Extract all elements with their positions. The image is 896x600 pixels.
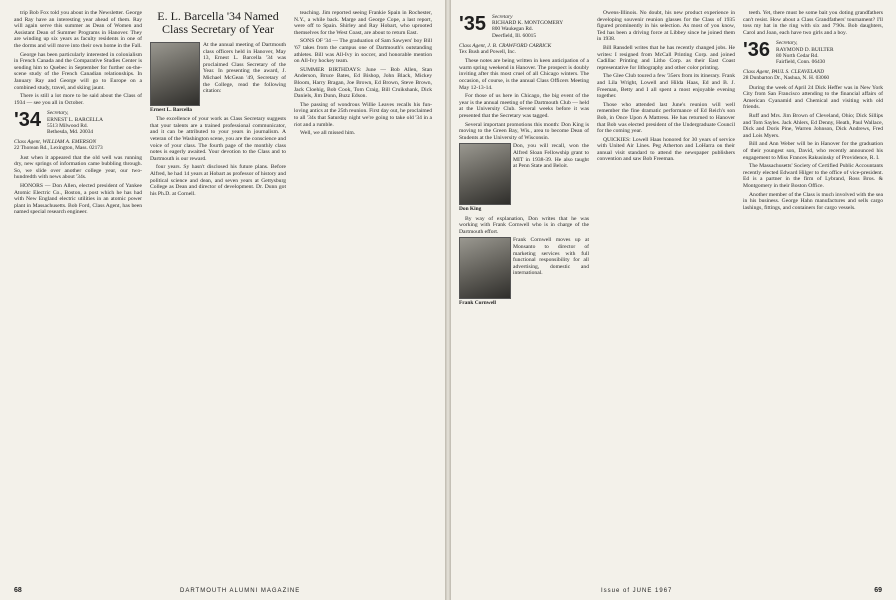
paragraph: These notes are being written in keen anticipation of a warm spring weekend in Hanover. The prospect is doubly inviting after this most cruel of all Chicago winters. The occasion, of course, is the annual Class Officers Meeting May 12-13-14. (459, 58, 589, 91)
paragraph: Bill Ransdell writes that he has recently changed jobs. He writes: I resigned from McCall Printing Corp. and joined Cadillac Printing and Litho Corp. as their East Coast representative for lithography and other color printing. (597, 44, 735, 71)
secretary-label: Secretary, (776, 40, 798, 47)
secretary-name: ERNEST L. BARCELLA (47, 116, 104, 123)
paragraph: Owens-Illinois. No doubt, his new product experience in developing souvenir reunion glasses for the Class of 1935 figured prominently in his selection. As most of you know, Ted has been a driving force at Libbey since he joined them in 1938. (597, 10, 735, 43)
right-page (451, 0, 896, 600)
class-agent-address: Tex Bush and Powell, Inc. (459, 49, 516, 56)
citation: The excellence of your work as Class Secretary suggests that your talents are a trained professional communicator, and it can be attributed to your years in journalism. A veteran of the Washington scene, you are the conscience and voice of your class. The fourth page of the monthly class notes is eagerly awaited. Your devotion to the Class and to Dartmouth is our reward. (150, 116, 286, 162)
right-column-1 (459, 10, 589, 585)
story-title: E. L. Barcella '34 Named Class Secretary of Year (157, 10, 279, 36)
class-header-35 (459, 14, 589, 39)
class-year: '35 (459, 13, 487, 35)
secretary-address: Bethesda, Md. 20034 (47, 128, 94, 135)
class-agent: Class Agent, PAUL S. CLEAVELAND (743, 69, 825, 76)
class-agent: Class Agent, J. B. CRAWFORD CARRICK (459, 42, 552, 49)
page-number: 68 (14, 587, 22, 594)
left-column-2 (150, 10, 286, 585)
portrait-photo (459, 237, 511, 299)
paragraph: four years. Sy hasn't disclosed his future plans. Before Alfred, he had 14 years at Hobart as professor of history and political science and dean, and seven years at Gettysburg College as Dean and director of development. Dr. Dunn got his Ph.D. at Cornell. (150, 164, 286, 197)
paragraph: teeth. Yet, there must be some bait you doting grandfathers can't resist. How about a Class Grandfathers' tournament? I'll toss my hat in the ring with six and 7'90s. Bob daughters, Carol and Joan, each have two girls and a boy. (743, 10, 883, 36)
class-agent: Class Agent, WILLIAM A. EMERSON (14, 139, 97, 146)
paragraph: The passing of wondrous Willie Leaves recalls his fun-loving antics at the 25th reunion. First day out, he proclaimed to all '34s that Saturday night we're going to take old '34 in a riot and a rumble. (294, 101, 432, 128)
secretary-address: 800 Waukegan Rd. (492, 26, 533, 33)
paragraph: The Glee Club toured a few '35ers from its itinerary. Frank and Lila Wright, Lowell and Hilda Haas, Ed and B. J. Freeman, Betty and I all spent a most enjoyable evening together. (597, 73, 735, 100)
class-header-34 (14, 110, 142, 135)
paragraph: Frank Cornwell moves up at Monsanto to director of marketing services with full functional responsibility for all advertising, domestic and international. (513, 237, 589, 277)
photo-caption: Ernest L. Barcella (150, 107, 192, 113)
paragraph: The Massachusetts' Society of Certified Public Accountants recently elected Edward Hilger to the office of vice-president. Ed is a partner in the firm of Lybrand, Ross Bros. & Montgomery in their Boston Office. (743, 163, 883, 189)
portrait-block (459, 143, 509, 215)
left-column-1 (14, 10, 142, 585)
paragraph: QUICKIES: Lowell Haas honored for 30 years of service with United Air Lines. Peg Atherton and LoHarra on their annual visit standard to attend the newspaper publishers convention and saw Bob Freeman. (597, 136, 735, 163)
paragraph: Those who attended last June's reunion will well remember the fine dramatic performance of Ed Reich's son Bob, in Once Upon A Mattress. He has returned to Hanover that Bob was elected president of the Undergraduate Council for the coming year. (597, 101, 735, 135)
paragraph: During the week of April 24 Dick Heffer was in New York City from San Francisco attending to the financial affairs of American Cyanamid and Chemical and visiting with old friends. (743, 84, 883, 111)
photo-caption: Don King (459, 206, 482, 213)
right-column-3 (743, 10, 883, 585)
paragraph: trip Bob Fox told you about in the Newsletter. George and Ray have an interesting year ahead of them. Ray will again serve this summer as Dean of Women and Assistant Dean of Summer Programs in Hanover. They are winding up six years as faculty residents in one of the dorms and will move into their own home in the Fall. (14, 10, 142, 49)
portrait-photo (150, 42, 200, 106)
secretary-name: RICHARD K. MONTGOMERY (492, 20, 564, 27)
page-number: 69 (874, 587, 882, 594)
paragraph: Don, you will recall, won the Alfred Sloan Fellowship grant to MIT in 1938-39. He also taught at Penn State and Beloit. (513, 143, 589, 170)
paragraph: At the annual meeting of Dartmouth class officers held in Hanover, May 13, Ernest L. Barcella '34 was proclaimed Class Secretary of the Year. In presenting the award, J. Michael McGean '49, Secretary of the College, read the following citation: (203, 42, 286, 95)
secretary-name: RAYMOND D. BUILTER (776, 46, 834, 53)
secretary-label: Secretary, (47, 110, 69, 117)
photo-row-2 (459, 237, 589, 309)
page-footer: DARTMOUTH ALUMNI MAGAZINE (180, 588, 301, 594)
paragraph: George has been particularly interested in colonialism in French Canada and the Comparative Studies Center is sending him to Quebec in September for further on-the-scene study of the French Canadian relationships. In January Ray and George will go to Europe on a combined study, travel, and skiing jaunt. (14, 51, 142, 91)
portrait-block (150, 42, 198, 116)
portrait-block (459, 237, 509, 309)
paragraph: SONS OF '34 — The graduation of Sam Sawyers' boy Bill '67 takes from the campus one of Dartmouth's outstanding athletes. Bill was All-Ivy in soccer, and honorable mention on All-Ivy hockey team. (294, 38, 432, 65)
paragraph: Just when it appeared that the old well was running dry, new springs of information came bubbling through. So, we slide over another college year, our two-hundredth with news about '34s. (14, 154, 142, 181)
secretary-address: Deerfield, Ill. 60015 (492, 32, 537, 39)
class-agent-address: 28 Dunbarton Dr., Nashua, N. H. 03060 (743, 75, 830, 82)
paragraph: HONORS — Don Allen, elected president of Yankee Atomic Electric Co., Boston, a post which he has had with New England electric utilities in an atomic power plant in Massachusetts. Bob Ford, Class Agent, has been named special research engineer. (14, 182, 142, 216)
class-year: '34 (14, 109, 42, 132)
paragraph: SUMMER BIRTHDAYS: June — Bob Allen, Stan Anderson, Bruce Bates, Ed Bishop, John Black, Mickey Bloom, Harry Bragan, Joe Brown, Ed Brown, Steve Brown, Jack Cloehig, Bob Cook, Tom Craig, Bill Cruikshank, Dick Daniels, Jim Dunn, Buzz Edson. (294, 66, 432, 100)
photo-row-1 (459, 143, 589, 215)
secretary-info (776, 40, 834, 65)
paragraph: Several important promotions this month: Don King is moving to the Green Bay, Wis., area to become Dean of Students at the University of Wisconsin. (459, 121, 589, 141)
page-footer: Issue of JUNE 1967 (601, 588, 673, 594)
class-header-36 (743, 40, 883, 65)
paragraph: By way of explanation, Don writes that he was working with Frank Cornwell who is in charge of the Dartmouth effort. (459, 215, 589, 235)
paragraph: Ruff and Mrs. Jim Brown of Cleveland, Ohio; Dick Sillips and Tom Sayles. Jack Ahlers, Ed Denny, Heath, Paul Wallace, Dick and Doris Pine, Warren Johnson, Dick Andrews, Fred and Lois Myers. (743, 112, 883, 139)
secretary-address: Fairfield, Conn. 06430 (776, 58, 826, 65)
secretary-address: 80 North Cedar Rd. (776, 52, 819, 59)
secretary-info (47, 110, 103, 135)
class-agent-address: 22 Thorean Rd., Lexington, Mass. 02173 (14, 145, 103, 152)
secretary-address: 5513 Milwood Rd. (47, 122, 88, 129)
portrait-photo (459, 143, 511, 205)
right-column-2 (597, 10, 735, 585)
paragraph: Another member of the Class is much involved with the sea in his business. George Hahn manufactures and sells cargo lashings, fittings, and containers for cargo vessels. (743, 191, 883, 211)
paragraph: teaching. Jim reported seeing Frankie Spain in Rochester, N.Y., a while back. Marge and George Cope, a last report, were off to Spain. Shirley and Ray Hobart, who uprooted themselves for the West Coast, are about to return East. (294, 10, 432, 36)
left-page (0, 0, 445, 600)
photo-caption: Frank Cornwell (459, 300, 496, 307)
secretary-info (492, 14, 563, 39)
secretary-label: Secretary (492, 14, 513, 20)
paragraph: Well, we all missed him. (300, 130, 356, 137)
paragraph: There is still a lot more to be said about the Class of 1934 — see you all in October. (14, 93, 142, 106)
paragraph: For those of us here in Chicago, the big event of the year is the annual meeting of the Dartmouth Club — held at the University Club. Several weeks before it was presented that the Secretary was tagged. (459, 93, 589, 119)
story-intro-row (150, 42, 286, 116)
class-year: '36 (743, 39, 771, 62)
left-column-3 (294, 10, 432, 585)
story-intro (203, 42, 286, 116)
paragraph: Bill and Ann Weber will be in Hanover for the graduation of their youngest son, David, who recently announced his engagement to Miss Frances Rakusinsky of Providence, R. I. (743, 141, 883, 161)
